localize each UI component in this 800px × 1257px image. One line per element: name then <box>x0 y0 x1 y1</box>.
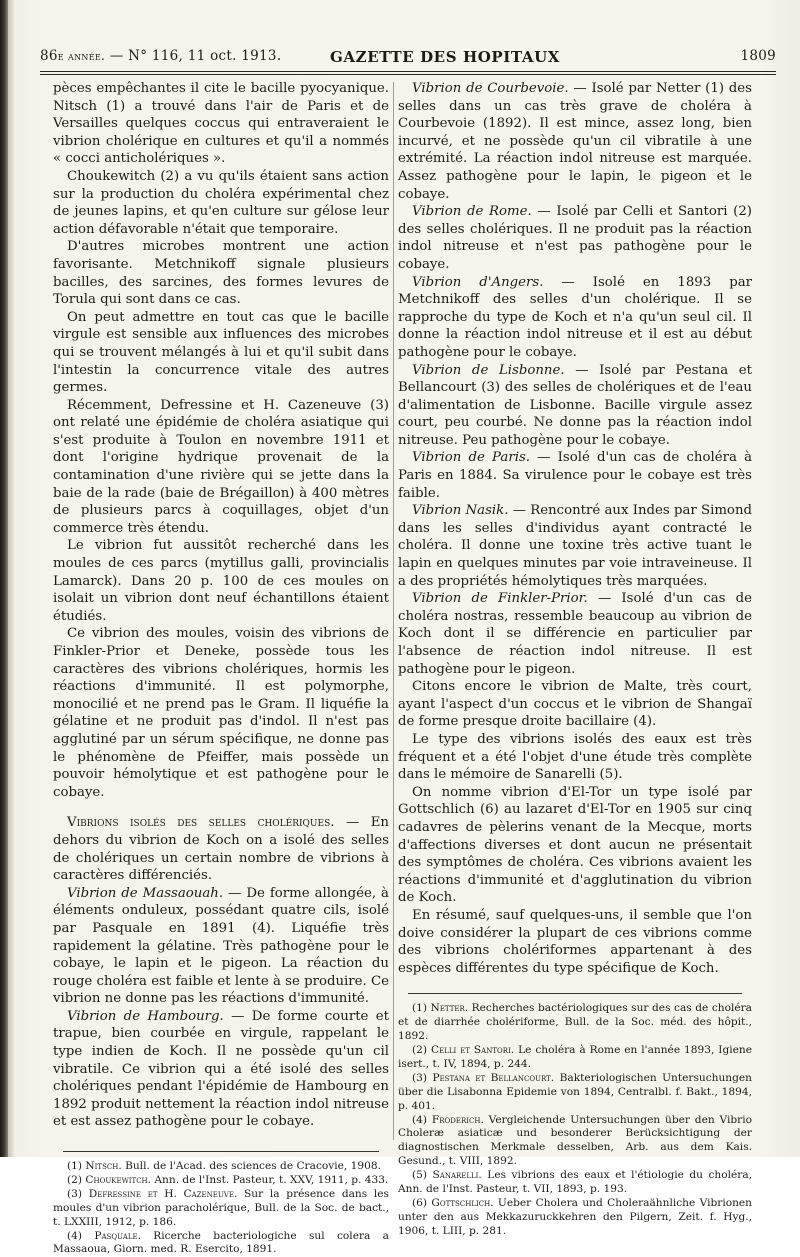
footnote-author: Celli et Santori. <box>430 1044 515 1056</box>
paragraph: Récemment, Defressine et H. Cazeneuve (3) ont relaté une épidémie de choléra asiatique qui s'est produite à Toulon en novembre 1911 et dont l'origine hydrique provenait de la contamination d'une rivière qui se jette dans la baie de la rade (baie de Brégaillon) à 400 mètres de plusieurs parcs à coquillages, objet d'un commerce très étendu. <box>53 397 389 536</box>
footnote-number: (3) <box>67 1187 89 1200</box>
footnote-number: (2) <box>412 1044 431 1056</box>
footnote-number: (6) <box>412 1196 432 1209</box>
vibrion-entry <box>398 80 752 203</box>
vibrion-entry <box>398 203 752 273</box>
vibrion-name: Vibrion d'Angers. <box>412 274 544 290</box>
footnote-author: Pasquale. <box>94 1229 141 1242</box>
issue-annee: e année. <box>57 49 106 63</box>
vibrion-entry <box>398 590 752 678</box>
footnote <box>53 1160 389 1174</box>
vibrion-entry <box>398 362 752 450</box>
vibrion-entry <box>398 449 752 502</box>
footnote <box>398 1169 752 1197</box>
footnote <box>53 1188 389 1230</box>
footnote-text: Les vibrions des eaux et l'étiologie du choléra, Ann. de l'Inst. Pasteur, t. VII, 1893, p. 193. <box>398 1169 753 1196</box>
footnote-text: Sur la présence dans les moules d'un vibrion paracholérique, Bull. de la Soc. de bact., t. LXXIII, 1912, p. 186. <box>53 1187 389 1228</box>
page-number: 1809 <box>740 48 776 64</box>
page-binding-shadow <box>0 0 8 1157</box>
footnote-text: Bakteriologischen Untersuchungen über die Lisabonna Epidemie von 1894, Centralbl. f. Bakt., 1894, p. 401. <box>398 1071 752 1112</box>
vibrion-name: Vibrion de Hambourg. <box>67 1008 224 1024</box>
paragraph: Choukewitch (2) a vu qu'ils étaient sans action sur la production du choléra expérimental chez de jeunes lapins, et qu'en culture sur gélose leur action défavorable n'était que temporaire. <box>53 168 389 237</box>
paragraph: Citons encore le vibrion de Malte, très court, ayant l'aspect d'un coccus et le vibrion de Shangaï de forme presque droite bacillaire (4). <box>398 679 752 730</box>
left-column <box>53 80 389 1257</box>
footnote-number: (3) <box>412 1071 433 1084</box>
footnote <box>398 1197 752 1239</box>
footnote <box>398 1114 752 1170</box>
footnote-text: Bull. de l'Acad. des sciences de Cracovie, 1908. <box>121 1160 381 1173</box>
paragraph: Ce vibrion des moules, voisin des vibrions de Finkler-Prior et Deneke, possède tous les caractères des vibrions cholériques, hormis les réactions d'immunité. Il est polymorphe, monocilié et ne prend pas le Gram. Il liquéfie la gélatine et ne produit pas d'indol. Il n'est pas agglutiné par un sérum spécifique, ne donne pas le phénomène de Pfeiffer, mais possède un pouvoir hémolytique et est pathogène pour le cobaye. <box>53 626 389 800</box>
footnote-number: (5) <box>412 1169 433 1182</box>
footnote-text: Ueber Cholera und Choleraähnliche Vibrionen unter den aus Mekkazuruckkehren den Pilgern, Zeit. f. Hyg., 1906, t. LIII, p. 281. <box>398 1196 752 1237</box>
vibrion-text: — Isolé en 1893 par Metchnikoff des selles d'un cholérique. Il se rapproche du type de Koch et n'a qu'un seul cil. Il donne la réaction indol nitreuse et il est au début pathogène pour le cobaye. <box>398 274 752 360</box>
vibrion-text: — De forme courte et trapue, bien courbée en virgule, rappelant le type indien de Koch. Il ne possède qu'un cil vibratile. Ce vibrion qui a été isolé des selles cholériques pendant l'épidémie de Hambourg en 1892 produit nettement la réaction indol nitreuse et est assez pathogène pour le cobaye. <box>53 1008 389 1130</box>
vibrion-entry <box>398 502 752 590</box>
footnote-number: (1) <box>412 1002 431 1015</box>
vibrion-text: — Isolé par Netter (1) des selles dans un cas très grave de choléra à Courbevoie (1892). Il est mince, assez long, bien incurvé, et ne possède qu'un cil vibratile à une extrémité. La réaction indol nitreuse est marquée. Assez pathogène pour le lapin, le pigeon et le cobaye. <box>398 81 752 202</box>
footnote-author: Gottschlich. <box>431 1196 494 1209</box>
vibrion-name: Vibrion de Courbevoie. <box>412 81 569 96</box>
paragraph: Le type des vibrions isolés des eaux est très fréquent et a été l'objet d'une étude très complète dans le mémoire de Sanarelli (5). <box>398 731 752 783</box>
paragraph: En résumé, sauf quelques-uns, il semble que l'on doive considérer la plupart de ces vibrions comme des vibrions cholériformes appartenant à des espèces différentes du type spécifique de Koch. <box>398 907 752 976</box>
footnote-rule <box>408 993 742 994</box>
page-binding-edge <box>8 0 14 1157</box>
footnote <box>398 1072 752 1114</box>
issue-info <box>40 48 281 64</box>
footnote-text: Le choléra à Rome en l'année 1893, Igiene isert., t. IV, 1894, p. 244. <box>398 1044 753 1070</box>
header-rule-thick <box>40 71 776 72</box>
footnote-text: Vergleichende Untersuchungen über den Vibrio Choleræ asiaticæ und besonderer Berücksichtigung der diagnostischen Merkmale desselben, Arb. aus dem Kais. Gesund., t. VIII, 1892. <box>398 1113 753 1168</box>
footnote-rule <box>63 1151 379 1152</box>
vibrion-text: — Isolé par Celli et Santori (2) des selles cholériques. Il ne produit pas la réaction indol nitreuse et n'est pas pathogène pour le cobaye. <box>398 204 752 272</box>
footnote-number: (1) <box>67 1160 86 1173</box>
footnote <box>53 1230 389 1257</box>
vibrion-name: Vibrion de Finkler-Prior. <box>412 591 588 607</box>
issue-number: 86 <box>40 48 58 64</box>
footnote <box>398 1044 752 1072</box>
vibrion-entry <box>53 885 389 1008</box>
paragraph: On nomme vibrion d'El-Tor un type isolé par Gottschlich (6) au lazaret d'El-Tor en 1905 sur cinq cadavres de pèlerins venant de la Mecque, morts d'affections diverses et dont aucun ne présentait des symptômes de choléra. Ces vibrions avaient les réactions d'immunité et d'agglutination du vibrion de Koch. <box>398 784 752 906</box>
footnote-number: (4) <box>412 1113 432 1126</box>
issue-date: — N° 116, 11 oct. 1913. <box>105 48 282 64</box>
vibrion-name: Vibrion de Lisbonne. <box>412 362 565 378</box>
right-column <box>398 80 752 1239</box>
column-divider <box>393 82 394 1140</box>
vibrion-name: Vibrion de Paris. <box>412 450 530 466</box>
paragraph: Le vibrion fut aussitôt recherché dans les moules de ces parcs (mytillus galli, provincialis Lamarck). Dans 20 p. 100 de ces moules on isolait un vibrion dont neuf échantillons étaient étudiés. <box>53 538 389 624</box>
paragraph: pèces empêchantes il cite le bacille pyocyanique. Nitsch (1) a trouvé dans l'air de Paris et de Versailles quelques coccus qui entraveraient le vibrion cholérique en cultures et qu'il a nommés « cocci anticholériques ». <box>53 81 389 167</box>
vibrion-text: — Isolé par Pestana et Bellancourt (3) des selles de cholériques et de l'eau d'alimentation de Lisbonne. Bacille virgule assez court, peu courbé. Ne donne pas la réaction indol nitreuse. Peu pathogène pour le cobaye. <box>398 362 753 448</box>
vibrion-name: Vibrion de Rome. <box>412 204 532 220</box>
footnote-text: Ricerche bacteriologiche sul colera a Massaoua, Giorn. med. R. Esercito, 1891. <box>53 1229 390 1256</box>
vibrion-name: Vibrion de Massaouah. <box>67 885 224 901</box>
footnote-author: Pestana et Bellancourt. <box>432 1071 555 1084</box>
footnote-text: Recherches bactériologiques sur des cas de choléra et de diarrhée cholériforme, Bull. de la Soc. méd. des hôpit., 1892. <box>398 1002 752 1043</box>
vibrion-entry <box>398 274 752 362</box>
footnote-number: (2) <box>67 1173 86 1186</box>
vibrion-entry <box>53 1008 389 1131</box>
section-paragraph <box>53 814 389 884</box>
paragraph: On peut admettre en tout cas que le bacille virgule est sensible aux influences des microbes qui se trouvent mélangés à lui et qu'il subit dans l'intestin la concurrence vitale des autres germes. <box>53 309 389 396</box>
footnote-text: Ann. de l'Inst. Pasteur, t. XXV, 1911, p. 433. <box>151 1173 389 1186</box>
header-rule-thin <box>40 74 776 75</box>
paragraph: D'autres microbes montrent une action favorisante. Metchnikoff signale plusieurs bacilles, des sarcines, des formes levures de Torula qui sont dans ce cas. <box>53 239 389 308</box>
footnote-author: Nitsch. <box>85 1160 122 1173</box>
section-text: — En dehors du vibrion de Koch on a isolé des selles de cholériques un certain nombre de vibrions à caractères différenciés. <box>53 815 389 884</box>
journal-title: GAZETTE DES HOPITAUX <box>330 48 561 66</box>
running-header <box>40 48 776 70</box>
footnote-author: Defressine et H. Cazeneuve. <box>88 1187 238 1200</box>
footnote <box>398 1002 752 1044</box>
vibrion-text: — Rencontré aux Indes par Simond dans les selles d'individus ayant contracté le choléra. Il donne une toxine très active tuant le lapin en quelques minutes par voie intraveineuse. Il a des propriétés hémolytiques très marquées. <box>398 503 753 589</box>
footnote <box>53 1174 389 1188</box>
footnote-author: Netter. <box>430 1002 469 1015</box>
footnote-author: Choukewitch. <box>85 1173 152 1186</box>
footnote-number: (4) <box>67 1229 95 1242</box>
vibrion-text: — Isolé d'un cas de choléra à Paris en 1884. Sa virulence pour le cobaye est très faible. <box>398 450 752 501</box>
section-heading: Vibrions isolés des selles cholériques. <box>67 815 335 831</box>
vibrion-text: — Isolé d'un cas de choléra nostras, ressemble beaucoup au vibrion de Koch dont il se différencie en particulier par l'absence de réaction indol nitreuse. Il est pathogène pour le pigeon. <box>398 591 752 677</box>
footnote-author: Sanarelli. <box>432 1169 482 1182</box>
vibrion-text: — De forme allongée, à éléments onduleux, possédant quatre cils, isolé par Pasquale en 1891 (4). Liquéfie très rapidement la gélatine. Très pathogène pour le cobaye, le lapin et le pigeon. La réaction du rouge choléra est faible et lente à se produire. Ce vibrion ne donne pas les réactions d'immunité. <box>53 885 389 1007</box>
footnote-author: Froderich. <box>431 1113 484 1126</box>
vibrion-name: Vibrion Nasik. <box>412 503 509 519</box>
